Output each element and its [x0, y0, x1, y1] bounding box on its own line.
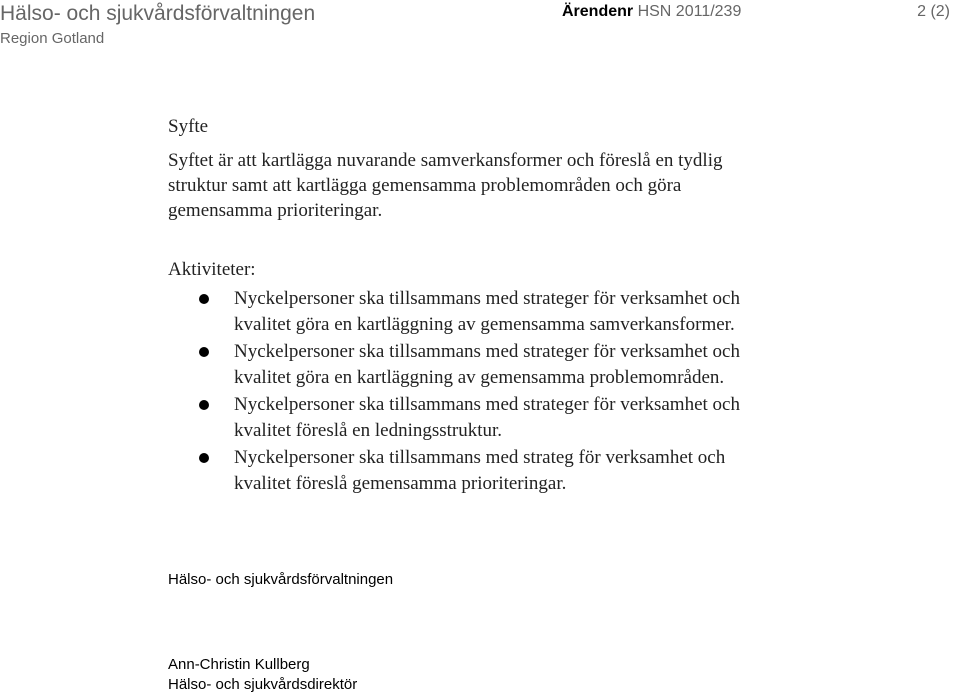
list-item-line: kvalitet föreslå en ledningsstruktur.	[234, 420, 503, 441]
list-item-line: kvalitet föreslå gemensamma prioriteringar.	[234, 473, 567, 494]
list-item-line: kvalitet göra en kartläggning av gemensamma problemområden.	[234, 367, 725, 388]
list-item-line: Nyckelpersoner ska tillsammans med strateg för verksamhet och	[234, 447, 726, 468]
footer-org: Hälso- och sjukvårdsförvaltningen	[168, 571, 394, 588]
syfte-line: gemensamma prioriteringar.	[168, 200, 383, 221]
page-number: 2 (2)	[917, 3, 950, 20]
signatory-name: Ann-Christin Kullberg	[168, 656, 310, 673]
list-item-line: Nyckelpersoner ska tillsammans med strateger för verksamhet och	[234, 288, 740, 309]
list-item	[168, 286, 740, 338]
case-number: HSN 2011/239	[637, 3, 742, 20]
list-item	[168, 339, 740, 391]
list-item-line: kvalitet göra en kartläggning av gemensamma samverkansformer.	[234, 314, 735, 335]
list-item	[168, 392, 740, 444]
list-item-line: Nyckelpersoner ska tillsammans med strateger för verksamhet och	[234, 394, 740, 415]
syfte-line: struktur samt att kartlägga gemensamma problemområden och göra	[168, 175, 682, 196]
case-number-label: Ärendenr	[562, 3, 634, 20]
list-item-line: Nyckelpersoner ska tillsammans med strateger för verksamhet och	[234, 341, 740, 362]
syfte-paragraph	[168, 148, 808, 223]
bullet-icon	[199, 347, 209, 357]
signatory-title: Hälso- och sjukvårdsdirektör	[168, 676, 358, 693]
header-org-title: Hälso- och sjukvårdsförvaltningen	[0, 2, 316, 25]
header-case-reference	[562, 3, 741, 21]
bullet-icon	[199, 294, 209, 304]
section-heading-syfte: Syfte	[168, 116, 209, 137]
activity-list	[168, 286, 740, 498]
bullet-icon	[199, 453, 209, 463]
list-item	[168, 445, 740, 497]
section-heading-aktiviteter: Aktiviteter:	[168, 259, 256, 280]
syfte-line: Syftet är att kartlägga nuvarande samverkansformer och föreslå en tydlig	[168, 150, 723, 171]
bullet-icon	[199, 400, 209, 410]
header-region: Region Gotland	[0, 30, 105, 47]
